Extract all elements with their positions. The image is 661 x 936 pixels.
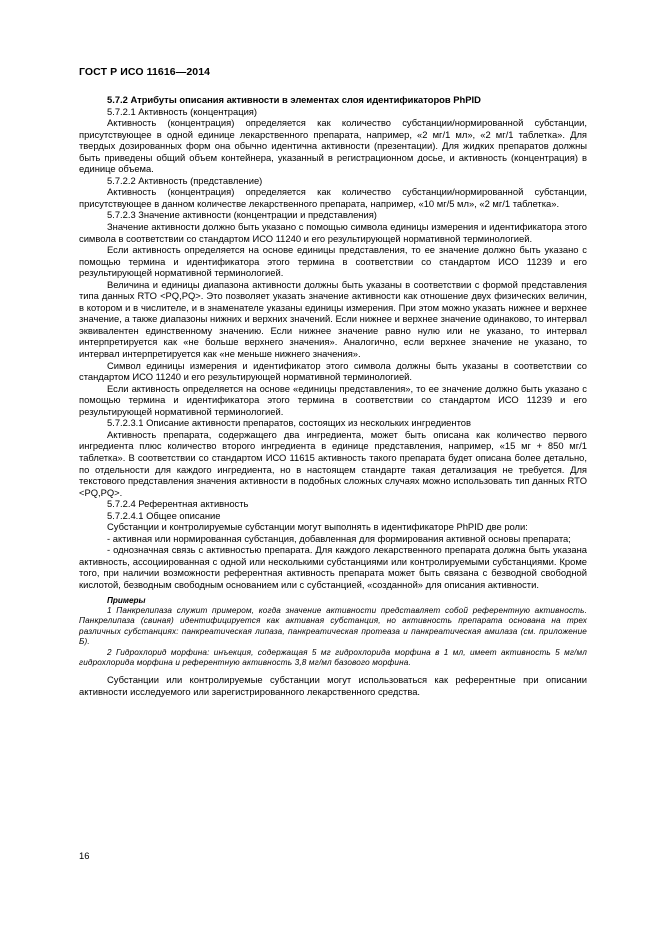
body-paragraph: Значение активности должно быть указано с помощью символа единицы измерения и идентификатора этого символа в соответствии со стандартом ИСО 11240 и его результирующей нормативной терминологией.: [79, 221, 587, 244]
section-heading: 5.7.2 Атрибуты описания активности в элементах слоя идентификаторов PhPID: [107, 94, 481, 105]
body-paragraph: Величина и единицы диапазона активности должны быть указаны в соответствии с формой представления типа данных RTO <PQ,PQ>. Это позволяет указать значение активности как отношение двух физических величин, в котором и в числителе, и в знаменателе указаны единицы измерения. При этом можно указать нижнее и верхнее значение, а также диапазоны нижних и верхних значений. Если нижнее и верхнее значение одинаково, то интервал эквивалентен единственному значению. Если нижнее значение равно нулю или не указано, то интервал интерпретируется как «не больше верхнего значения». Аналогично, если верхнее значение не указано, то интервал интерпретируется как «не меньше нижнего значения».: [79, 278, 587, 360]
list-item: - активная или нормированная субстанция, добавленная для формирования активной основы препарата;: [107, 532, 571, 544]
subsection-heading: 5.7.2.3 Значение активности (концентрации и представления): [107, 209, 377, 221]
body-paragraph: Активность (концентрация) определяется как количество субстанции/нормированной субстанции, присутствующее в данном количестве лекарственного препарата, например, «10 мг/5 мл», «2 мг/1 таблетка».: [79, 186, 587, 209]
subsection-heading: 5.7.2.3.1 Описание активности препаратов, состоящих из нескольких ингредиентов: [107, 417, 471, 429]
examples-title: Примеры: [107, 595, 146, 605]
body-paragraph: Активность препарата, содержащего два ингредиента, может быть описана как количество первого ингредиента плюс количество второго ингредиента в единице представления, например, «15 мг + 850 мг/1 таблетка». В соответствии со стандартом ИСО 11615 активность такого препарата будет описана более детально, по отдельности для каждого ингредиента, но в настоящем стандарте такая детализация не требуется. Для текстового представления значения активности в подобных сложных случаях можно использовать тип данных RTO <PQ,PQ>.: [79, 428, 587, 498]
subsection-heading: 5.7.2.4 Референтная активность: [107, 498, 249, 510]
subsection-heading: 5.7.2.2 Активность (представление): [107, 174, 263, 186]
body-paragraph: Субстанции и контролируемые субстанции могут выполнять в идентификаторе PhPID две роли:: [107, 521, 528, 533]
example-item: 1 Панкрелипаза служит примером, когда значение активности представляет собой референтную активность. Панкрелипаза (свиная) идентифицируется как активная субстанция, но активность препарата основана на трех различных субстанциях: панкреатическая липаза, панкреатическая протеаза и панкреатическая амилаза (см. приложение Б).: [79, 605, 587, 647]
body-paragraph: Активность (концентрация) определяется как количество субстанции/нормированной субстанции, присутствующее в одной единице лекарственного препарата, например, «2 мг/1 мл», «2 мг/1 таблетка». Для твердых дозированных форм она обычно идентична активности (презентации). Для жидких препаратов должны быть приведены общий объем контейнера, указанный в регистрационном досье, и активность (концентрация) в единице объема.: [79, 117, 587, 175]
document-header: ГОСТ Р ИСО 11616—2014: [79, 66, 211, 78]
list-item: - однозначная связь с активностью препарата. Для каждого лекарственного препарата должна быть указана активность, ассоциированная с одной или несколькими субстанциями или контролируемыми субстанциями. Кроме того, при наличии возможности референтная активность препарата может быть связана с безводной свободной кислотой, безводным свободным основанием или с субстанцией, «созданной» для описания активности.: [79, 544, 587, 590]
body-paragraph: Если активность определяется на основе «единицы представления», то ее значение должно быть указано с помощью термина и идентификатора этого термина в соответствии со стандартом ИСО 11239 и его результирующей нормативной терминологией.: [79, 382, 587, 417]
page-number: 16: [79, 850, 90, 861]
example-item: 2 Гидрохлорид морфина: инъекция, содержащая 5 мг гидрохлорида морфина в 1 мл, имеет активность 5 мг/мл гидрохлорида морфина и референтную активность 3,8 мг/мл базового морфина.: [79, 647, 587, 667]
body-paragraph: Если активность определяется на основе единицы представления, то ее значение должно быть указано с помощью термина и идентификатора этого термина в соответствии со стандартом ИСО 11239 и его результирующей нормативной терминологией.: [79, 244, 587, 279]
subsection-heading: 5.7.2.4.1 Общее описание: [107, 509, 221, 521]
document-body: [79, 94, 587, 697]
closing-paragraph: Субстанции или контролируемые субстанции могут использоваться как референтные при описании активности исследуемого или зарегистрированного лекарственного средства.: [79, 674, 587, 697]
body-paragraph: Символ единицы измерения и идентификатор этого символа должны быть указаны в соответствии со стандартом ИСО 11240 и его результирующей нормативной терминологией.: [79, 359, 587, 383]
subsection-heading: 5.7.2.1 Активность (концентрация): [107, 105, 258, 117]
